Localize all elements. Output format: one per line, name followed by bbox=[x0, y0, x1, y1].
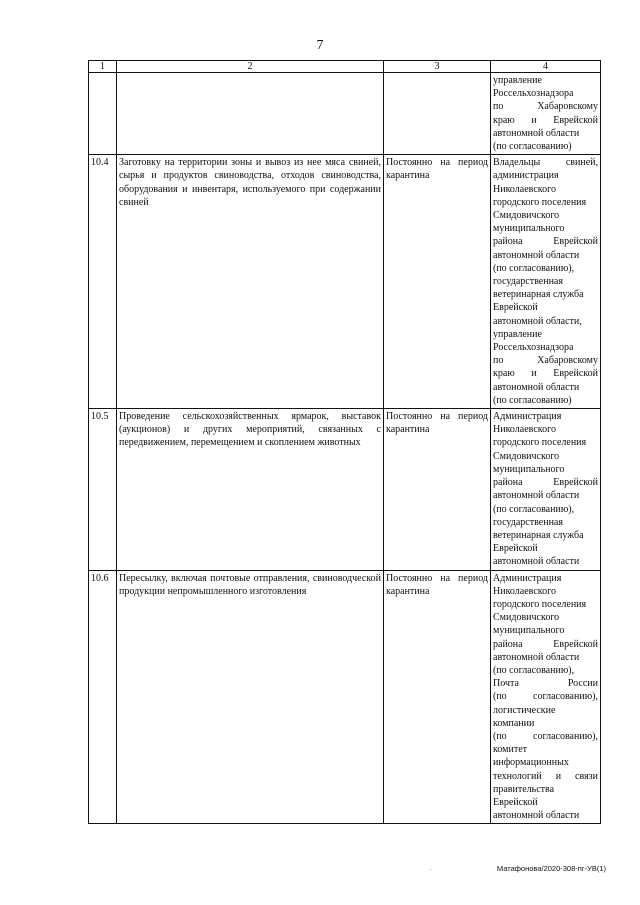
responsible-line: Еврейской bbox=[493, 302, 538, 314]
responsible-line: государственная bbox=[493, 276, 563, 288]
table-header-row bbox=[89, 61, 601, 73]
responsible-line: муниципального bbox=[493, 463, 565, 475]
responsible-line: информационных bbox=[493, 757, 569, 769]
responsible-line: по Хабаровскому bbox=[493, 101, 598, 113]
row-measure: Заготовку на территории зоны и вывоз из нее мяса свиней, сырья и продуктов свиноводства, отходов свиноводства, оборудования и инвентаря, используемого при содержании свиней bbox=[117, 155, 384, 409]
responsible-line: автономной области bbox=[493, 127, 580, 139]
column-header-1: 1 bbox=[89, 61, 117, 73]
responsible-line: Смидовичского bbox=[493, 612, 560, 624]
responsible-line: управление bbox=[493, 75, 542, 86]
responsible-line: комитет bbox=[493, 744, 528, 756]
responsible-line: Николаевского bbox=[493, 183, 556, 195]
responsible-line: краю и Еврейской bbox=[493, 114, 598, 126]
responsible-line: (по согласованию), bbox=[493, 730, 598, 742]
row-period: Постоянно на период карантина bbox=[384, 409, 491, 570]
row-number: 10.4 bbox=[89, 155, 117, 409]
scan-dot: . bbox=[430, 866, 432, 872]
column-header-3: 3 bbox=[384, 61, 491, 73]
column-header-4: 4 bbox=[491, 61, 601, 73]
responsible-line: Еврейской bbox=[493, 796, 538, 808]
table-row bbox=[89, 570, 601, 824]
responsible-line: городского поселения bbox=[493, 598, 587, 610]
responsible-line: муниципального bbox=[493, 625, 565, 637]
responsible-line: Смидовичского bbox=[493, 450, 560, 462]
responsible-line: (по согласованию), bbox=[493, 691, 598, 703]
responsible-line: Еврейской bbox=[493, 543, 538, 555]
responsible-line: Администрация bbox=[493, 411, 562, 423]
responsible-line: администрация bbox=[493, 170, 559, 182]
responsible-line: Почта России bbox=[493, 678, 598, 690]
page-number: 7 bbox=[316, 38, 324, 53]
responsible-line: автономной области bbox=[493, 556, 580, 568]
responsible-line: (по согласованию), bbox=[493, 664, 575, 676]
row-number bbox=[89, 73, 117, 155]
row-measure bbox=[117, 73, 384, 155]
responsible-line: (по согласованию) bbox=[493, 141, 572, 153]
responsible-line: компании bbox=[493, 717, 535, 729]
responsible-line: городского поселения bbox=[493, 437, 587, 449]
measures-table bbox=[88, 60, 601, 824]
responsible-line: автономной области, bbox=[493, 315, 582, 327]
responsible-line: автономной области bbox=[493, 490, 580, 502]
responsible-line: автономной области bbox=[493, 381, 580, 393]
responsible-line: района Еврейской bbox=[493, 236, 598, 248]
row-responsible bbox=[491, 155, 601, 409]
responsible-line: автономной области bbox=[493, 651, 580, 663]
table-row bbox=[89, 409, 601, 570]
row-period: Постоянно на период карантина bbox=[384, 570, 491, 824]
responsible-line: городского поселения bbox=[493, 196, 587, 208]
row-period: Постоянно на период карантина bbox=[384, 155, 491, 409]
responsible-line: муниципального bbox=[493, 223, 565, 235]
responsible-line: Смидовичского bbox=[493, 210, 560, 222]
responsible-line: по Хабаровскому bbox=[493, 355, 598, 367]
responsible-line: управление bbox=[493, 328, 542, 340]
responsible-line: Администрация bbox=[493, 572, 562, 584]
row-period bbox=[384, 73, 491, 155]
row-responsible bbox=[491, 570, 601, 824]
responsible-line: Владельцы свиней, bbox=[493, 157, 598, 169]
responsible-line: автономной области bbox=[493, 249, 580, 261]
responsible-line: государственная bbox=[493, 516, 563, 528]
responsible-line: автономной области bbox=[493, 810, 580, 822]
responsible-line: (по согласованию) bbox=[493, 394, 572, 406]
responsible-line: Николаевского bbox=[493, 585, 556, 597]
row-measure: Проведение сельскохозяйственных ярмарок, выставок (аукционов) и других мероприятий, связанных с передвижением, перемещением и скоплением животных bbox=[117, 409, 384, 570]
document-code: Матафонова/2020-308-пг-УВ(1) bbox=[496, 864, 606, 873]
responsible-line: района Еврейской bbox=[493, 477, 598, 489]
responsible-line: технологий и связи bbox=[493, 770, 598, 782]
responsible-line: Россельхознадзора bbox=[493, 88, 574, 100]
table-row bbox=[89, 73, 601, 155]
responsible-line: района Еврейской bbox=[493, 638, 598, 650]
responsible-line: (по согласованию), bbox=[493, 262, 575, 274]
responsible-line: Николаевского bbox=[493, 424, 556, 436]
responsible-line: Россельхознадзора bbox=[493, 342, 574, 354]
responsible-line: логистические bbox=[493, 704, 556, 716]
column-header-2: 2 bbox=[117, 61, 384, 73]
responsible-line: ветеринарная служба bbox=[493, 289, 584, 301]
responsible-line: правительства bbox=[493, 783, 555, 795]
responsible-line: ветеринарная служба bbox=[493, 529, 584, 541]
responsible-line: (по согласованию), bbox=[493, 503, 575, 515]
row-number: 10.5 bbox=[89, 409, 117, 570]
row-responsible bbox=[491, 409, 601, 570]
row-number: 10.6 bbox=[89, 570, 117, 824]
row-responsible bbox=[491, 73, 601, 155]
row-measure: Пересылку, включая почтовые отправления, свиноводческой продукции непромышленного изготовления bbox=[117, 570, 384, 824]
table-row bbox=[89, 155, 601, 409]
responsible-line: краю и Еврейской bbox=[493, 368, 598, 380]
